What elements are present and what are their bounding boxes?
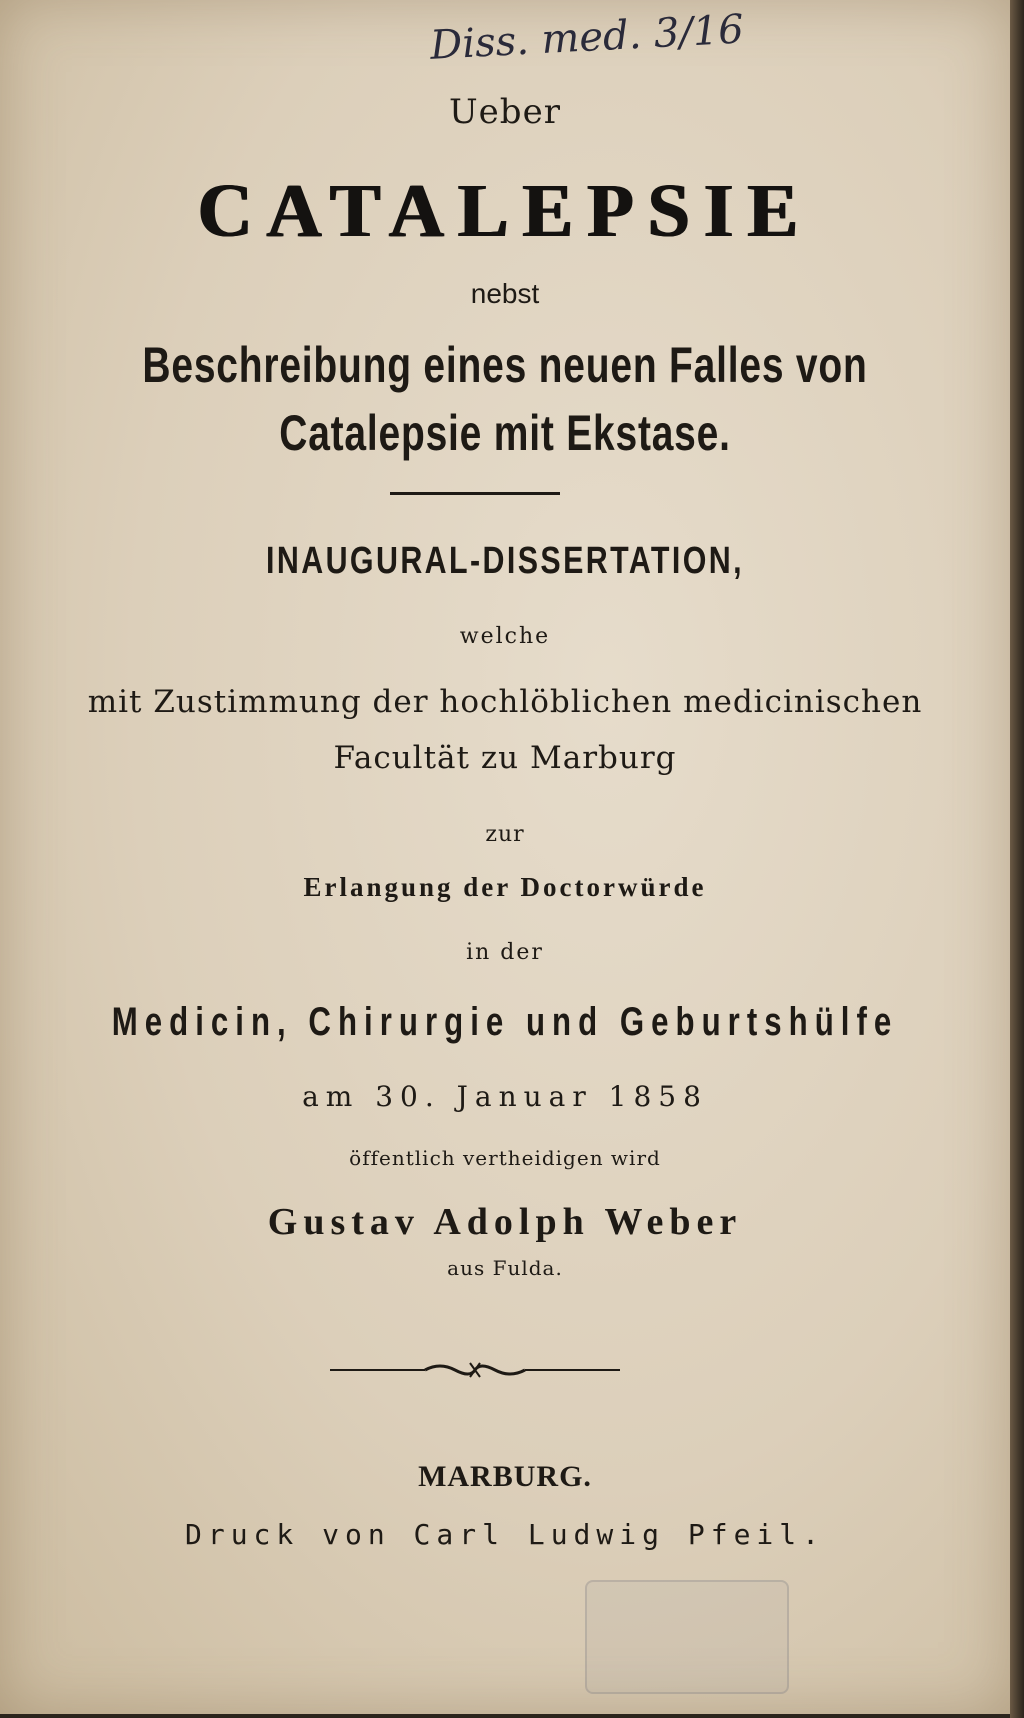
divider-rule [390, 492, 560, 495]
author-name: Gustav Adolph Weber [267, 1201, 743, 1243]
ornament-divider [330, 1360, 620, 1380]
author-origin: aus Fulda. [447, 1256, 563, 1280]
text-welche: welche [459, 624, 551, 649]
text-in-der: in der [466, 940, 544, 965]
text-zur: zur [485, 822, 525, 847]
library-stamp [585, 1580, 789, 1694]
text-oeffentlich: öffentlich vertheidigen wird [349, 1146, 661, 1170]
defense-date: am 30. Januar 1858 [302, 1080, 708, 1113]
main-title: CATALEPSIE [197, 169, 813, 253]
text-zustimmung: mit Zustimmung der hochlöblichen medicinischen [87, 684, 923, 720]
dissertation-heading: INAUGURAL-DISSERTATION, [266, 540, 744, 582]
text-erlangung: Erlangung der Doctorwürde [303, 872, 707, 902]
imprint-place: MARBURG. [418, 1460, 592, 1493]
title-connector: nebst [470, 278, 540, 309]
subtitle-line-1: Beschreibung eines neuen Falles von [142, 337, 868, 393]
subtitle-line-2: Catalepsie mit Ekstase. [279, 405, 731, 461]
imprint-printer: Druck von Carl Ludwig Pfeil. [184, 1518, 825, 1551]
handwritten-shelfmark: Diss. med. 3/16 [429, 6, 745, 69]
text-faecher: Medicin, Chirurgie und Geburtshülfe [111, 1000, 899, 1044]
text-fakultaet: Facultät zu Marburg [333, 740, 677, 776]
page-edge [1010, 0, 1024, 1718]
title-pre: Ueber [449, 92, 561, 132]
